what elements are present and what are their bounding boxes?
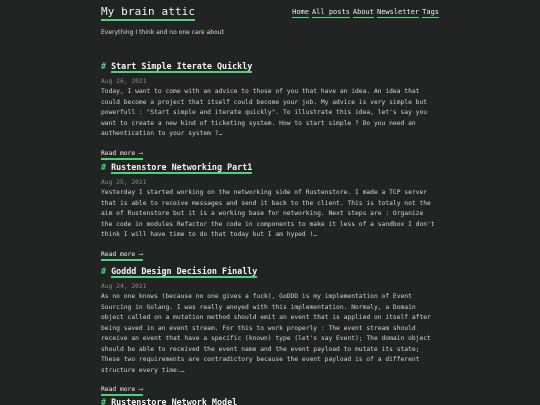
post-title [101, 162, 439, 173]
nav-about-link[interactable]: About [352, 8, 374, 16]
post-excerpt [101, 188, 439, 241]
excerpt-line: powerfull : "Start simple and iterate quickly". To illustrate this idea, let's say you [101, 109, 428, 116]
excerpt-line: structure every time.… [101, 366, 185, 374]
post-excerpt [101, 292, 439, 376]
post-item [101, 397, 237, 405]
nav-home-link[interactable]: Home [292, 8, 309, 16]
excerpt-line: receive an event that have a specific (known) type (let's say Event); The domain object [101, 335, 431, 342]
excerpt-line: As no one knows (because no one gives a fuck), GoDDD is my implementation of Event [101, 293, 412, 300]
hash-marker: # [101, 397, 107, 405]
excerpt-line: authentication to your system ?… [101, 130, 223, 137]
excerpt-line: Today, I want to come with an advice to those of you that have an idea. An idea that [101, 88, 420, 95]
post-title-link[interactable]: Rustenstore Networking Part1 [111, 162, 253, 172]
nav-tags-link[interactable]: Tags [422, 8, 439, 16]
post-date: Aug 26, 2021 [101, 78, 147, 85]
excerpt-line: Yesterday I started working on the networking side of Rustenstore. I made a TCP server [101, 189, 428, 196]
excerpt-line: Sourcing in Golang. I was really anoyed with this implementation. Normaly, a Domain [101, 303, 416, 311]
post-item [101, 162, 439, 261]
excerpt-line: that is able to receive messages and send it back to the client. This is totaly not the [101, 199, 431, 207]
main-nav [292, 8, 439, 18]
post-date: Aug 25, 2021 [101, 179, 147, 186]
post-title-link[interactable]: Goddd Design Decision Finally [111, 266, 258, 276]
post-excerpt [101, 87, 439, 140]
excerpt-line: could become a project that itself could become your job. My advice is very simple but [101, 98, 428, 106]
post-title [101, 61, 439, 72]
hash-marker: # [101, 162, 107, 172]
post-item [101, 61, 439, 160]
site-title-link[interactable]: My brain attic [101, 5, 195, 21]
post-title [101, 397, 237, 405]
excerpt-line: being saved in an event stream. For this to work properly : The event stream should [101, 324, 416, 332]
site-header [101, 0, 439, 70]
excerpt-line: object called on a mutation method should emit an event that is applied on itself after [101, 314, 431, 321]
hash-marker: # [101, 61, 107, 71]
read-more-link[interactable]: Read more ⟶ [101, 386, 143, 396]
post-title [101, 266, 439, 277]
excerpt-line: should be able to received the event name and the event payload to mutate its state; [101, 345, 420, 353]
post-title-link[interactable]: Rustenstore Network Model [111, 397, 237, 405]
read-more-link[interactable]: Read more ⟶ [101, 251, 143, 261]
post-item [101, 266, 439, 396]
post-title-link[interactable]: Start Simple Iterate Quickly [111, 61, 253, 71]
nav-all-posts-link[interactable]: All posts [311, 8, 350, 16]
excerpt-line: the code in modules Refactor the code in components to make it less of a sandbox I don't [101, 220, 435, 228]
excerpt-line: aim of Rustenstore but it is a working base for networking. Next steps are : Organize [101, 210, 424, 217]
hash-marker: # [101, 266, 107, 276]
excerpt-line: want to create a new kind of ticketing system. How to start simple ? Do you need an [101, 119, 416, 127]
post-date: Aug 24, 2021 [101, 283, 147, 290]
read-more-link[interactable]: Read more ⟶ [101, 150, 143, 160]
page-container [101, 0, 439, 405]
excerpt-line: think I will have time to do that today but I am hyped !… [101, 231, 318, 238]
excerpt-line: These two requirements are contradictory because the event payload is of a different [101, 356, 420, 363]
site-tagline: Everything I think and no one care about [101, 29, 224, 36]
nav-newsletter-link[interactable]: Newsletter [376, 8, 420, 16]
